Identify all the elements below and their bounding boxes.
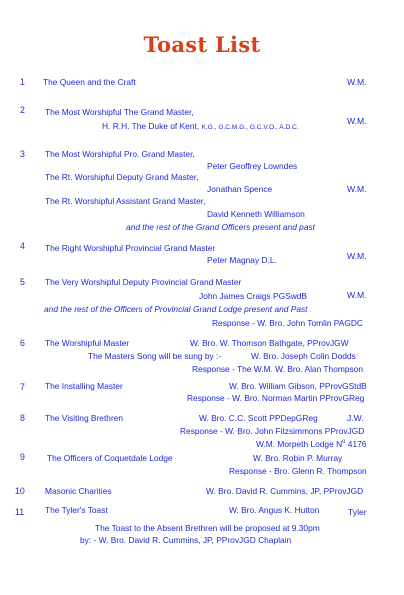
toast-response-lodge: W.M. Morpeth Lodge $N^o$ 4176	[256, 438, 367, 449]
toast-proposer: W. Bro. C.C. Scott PPDepGReg	[199, 413, 318, 423]
toast-line: The Most Worshipful Pro. Grand Master,	[45, 149, 195, 159]
toast-reply: W.M.	[347, 184, 367, 194]
toast-proposer: W. Bro. William Gibson, PProvGStdB	[229, 381, 367, 391]
toast-response: Response - W. Bro. Norman Martin PProvGReg	[187, 393, 365, 403]
footer-line: The Toast to the Absent Brethren will be proposed at 9.30pm	[95, 523, 320, 533]
toast-response: Response - The W.M. W. Bro. Alan Thompson	[192, 364, 363, 374]
toast-number: 9	[20, 452, 25, 462]
toast-number: 11	[15, 507, 25, 517]
toast-proposer: W. Bro. Angus K. Hutton	[229, 505, 320, 515]
toast-response: Response - W. Bro. John Fitzsimmons PProvJGD	[180, 426, 365, 436]
toast-person: John James Craigs PGSwdB	[199, 291, 307, 301]
toast-note: and the rest of the Officers of Provincial Grand Lodge present and Past	[44, 304, 308, 314]
toast-proposer: W. Bro. W. Thomson Bathgate, PProvJGW	[190, 338, 349, 348]
toast-reply: W.M.	[347, 251, 367, 261]
toast-person: David Kenneth Williamson	[207, 209, 305, 219]
toast-name: The Very Worshipful Deputy Provincial Grand Master	[45, 277, 242, 287]
toast-proposer: W. Bro. David R. Cummins, JP, PProvJGD	[206, 486, 364, 496]
toast-name: The Installing Master	[45, 381, 123, 391]
toast-number: 3	[20, 149, 25, 159]
toast-line: The Rt. Worshipful Assistant Grand Master,	[45, 196, 206, 206]
toast-reply: W.M.	[347, 116, 367, 126]
toast-note: and the rest of the Grand Officers present and past	[126, 222, 316, 232]
toast-line: The Rt. Worshipful Deputy Grand Master,	[45, 172, 199, 182]
toast-number: 5	[20, 277, 25, 287]
toast-number: 8	[20, 413, 25, 423]
toast-number: 10	[15, 486, 25, 496]
toast-singer: W. Bro. Joseph Colin Dodds	[251, 351, 356, 361]
toast-response: Response - W. Bro. John Tomlin PAGDC	[212, 318, 363, 328]
toast-reply: W.M.	[347, 290, 367, 300]
toast-name: The Worshipful Master	[45, 338, 130, 348]
toast-name: The Queen and the Craft	[43, 77, 136, 87]
toast-person: Jonathan Spence	[207, 184, 273, 194]
toast-song: The Masters Song will be sung by :-	[88, 351, 222, 361]
page-title: Toast List	[143, 32, 261, 57]
toast-person: Peter Geoffrey Lowndes	[207, 161, 298, 171]
toast-name: The Most Worshipful The Grand Master,	[45, 107, 194, 117]
toast-name: Masonic Charities	[45, 486, 112, 496]
toast-number: 2	[20, 105, 25, 115]
toast-reply: Tyler	[348, 507, 367, 517]
toast-reply: W.M.	[347, 77, 367, 87]
toast-number: 1	[20, 77, 25, 87]
toast-number: 4	[20, 241, 25, 251]
toast-response: Response - Bro. Glenn R. Thompson	[229, 466, 367, 476]
toast-reply: J.W.	[347, 413, 364, 423]
toast-proposer: W. Bro. Robin P. Murray	[253, 453, 343, 463]
footer-line: by: - W. Bro. David R. Cummins, JP, PProvJGD Chaplain	[80, 535, 292, 545]
toast-number: 6	[20, 338, 25, 348]
toast-name: The Right Worshipful Provincial Grand Master	[45, 243, 216, 253]
toast-person: H. R.H. The Duke of Kent, K.G., G.C.M.G., G.C.V.O., A.D.C.	[102, 121, 299, 131]
toast-number: 7	[20, 382, 25, 392]
toast-name: The Officers of Coquetdale Lodge	[47, 453, 173, 463]
toast-person: Peter Magnay D.L.	[207, 255, 277, 265]
toast-name: The Visiting Brethren	[45, 413, 124, 423]
toast-name: The Tyler's Toast	[45, 505, 108, 515]
